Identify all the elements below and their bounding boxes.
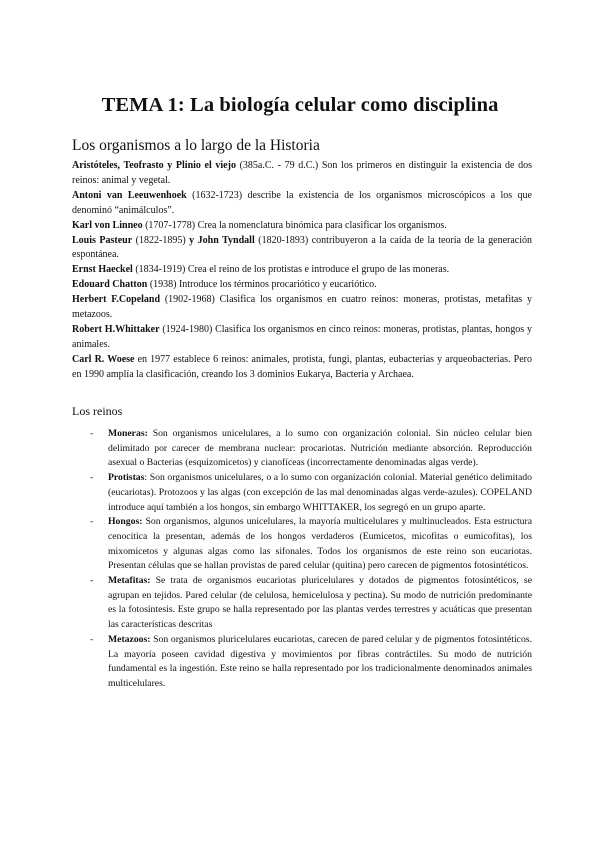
bullet-dash: - — [90, 575, 94, 587]
kingdoms-list — [72, 427, 532, 692]
entry-text: (1938) Introduce los términos procariótico y eucariótico. — [147, 279, 377, 291]
entry-text: en 1977 establece 6 reinos: animales, protista, fungi, plantas, eubacterias y arqueobacterias. Pero en 1990 amplía la clasificación, creando los 3 dominios Eukarya, Bacteria y Archaea. — [72, 353, 532, 380]
kingdom-item — [72, 633, 532, 692]
kingdom-name: Metafitas: — [108, 575, 151, 587]
entry-names: Louis Pasteur — [72, 234, 133, 246]
history-entry — [72, 263, 532, 278]
kingdom-item — [72, 515, 532, 574]
kingdom-name: Protistas — [108, 472, 145, 484]
entry-names: Ernst Haeckel — [72, 264, 133, 276]
entry-text: (385a.C. - 79 d.C.) Son los primeros en distinguir la existencia de dos reinos: animal y vegetal. — [72, 160, 532, 186]
entry-names: Robert H.Whittaker — [72, 323, 160, 335]
entry-names: Edouard Chatton — [72, 279, 148, 291]
entry-names: Carl R. Woese — [72, 353, 135, 365]
entry-text: (1820-1893) contribuyeron a la caída de la teoría de la generación espontánea. — [72, 234, 532, 261]
kingdom-name: Hongos: — [108, 516, 143, 528]
kingdom-text: Son organismos, algunos unicelulares, la mayoría multicelulares y multinucleados. Esta estructura cenocítica la presentan, además de los hongos verdaderos (Eumicetos, micofitas o eumicofitas), los mixomicetos y algunas algas como las sifonales. Todos los organismos de este reino son eucariotas. Presentan células que se hallan provistas de pared celular (quitina) pero carecen de pigmentos fotosintéticos. — [108, 516, 532, 572]
entry-text: (1902-1968) Clasifica los organismos en cuatro reinos: moneras, protistas, metafitas y metazoos. — [72, 294, 532, 321]
entry-text: (1924-1980) Clasifica los organismos en cinco reinos: moneras, protistas, plantas, hongos y animales. — [72, 323, 532, 350]
kingdom-text: : Son organismos unicelulares, o a lo sumo con organización colonial. Material genético delimitado (eucariotas). Protozoos y las algas (con excepción de las mal denominadas algas verde-azules). COPELAND introduce aquí también a los hongos, sin embargo WHITTAKER, los segregó en un grupo aparte. — [108, 472, 532, 513]
entry-text: (1632-1723) describe la existencia de los organismos microscópicos a los que denominó “animálculos”. — [72, 189, 532, 216]
bullet-dash: - — [90, 633, 94, 645]
history-entry — [72, 293, 532, 323]
entry-text: (1834-1919) Crea el reino de los protistas e introduce el grupo de las moneras. — [132, 264, 450, 276]
history-list — [72, 159, 532, 383]
history-heading: Los organismos a lo largo de la Historia — [72, 137, 320, 154]
bullet-dash: - — [90, 428, 94, 439]
kingdom-text: Son organismos pluricelulares eucariotas, carecen de pared celular y de pigmentos fotosintéticos. La mayoría poseen cavidad digestiva y movimientos por fibras contráctiles. Su modo de nutrición fundamental es la ingestión. Este reino se halla representado por los tradicionalmente denominados animales multicelulares. — [108, 633, 532, 689]
history-section — [72, 137, 532, 383]
page-title: TEMA 1: La biología celular como disciplina — [101, 94, 499, 116]
history-entry — [72, 353, 532, 383]
history-entry — [72, 278, 532, 293]
entry-mid: (1822-1895) — [132, 234, 190, 246]
kingdom-text: Son organismos unicelulares, a lo sumo con organización colonial. Sin núcleo celular bien delimitado por carecer de membrana nuclear: procariotas. Nutrición mediante absorción. Reproducción asexual o Bacterias (esquizomicetos) y cianofíceas (incorrectamente denominadas algas verde). — [108, 428, 532, 469]
entry-names: Aristóteles, Teofrasto y Plinio el viejo — [72, 160, 236, 171]
history-entry — [72, 323, 532, 353]
history-entry — [72, 189, 532, 219]
history-entry — [72, 234, 532, 264]
bullet-dash: - — [90, 516, 94, 528]
history-entry — [72, 219, 532, 234]
kingdoms-section — [72, 404, 532, 692]
kingdom-item — [72, 574, 532, 633]
kingdom-item — [72, 427, 532, 471]
entry-names-2: y John Tyndall — [189, 234, 255, 246]
bullet-dash: - — [90, 472, 94, 484]
kingdom-name: Metazoos: — [108, 633, 151, 645]
kingdom-item — [72, 471, 532, 515]
entry-names: Herbert F.Copeland — [72, 294, 161, 306]
kingdoms-heading: Los reinos — [72, 404, 123, 418]
kingdom-name: Moneras: — [108, 428, 148, 439]
history-entry — [72, 159, 532, 189]
entry-names: Antoni van Leeuwenhoek — [72, 189, 187, 201]
kingdom-text: Se trata de organismos eucariotas pluricelulares y dotados de pigmentos fotosintéticos, se agrupan en tejidos. Pared celular (de celulosa, hemicelulosa y pectina). Su modo de nutrición predominante es la fotosíntesis. Este grupo se halla representado por las plantas verdes terrestres y acuáticas que presentan las características descritas — [108, 575, 532, 631]
entry-text: (1707-1778) Crea la nomenclatura binómica para clasificar los organismos. — [142, 219, 447, 231]
entry-names: Karl von Linneo — [72, 219, 143, 231]
